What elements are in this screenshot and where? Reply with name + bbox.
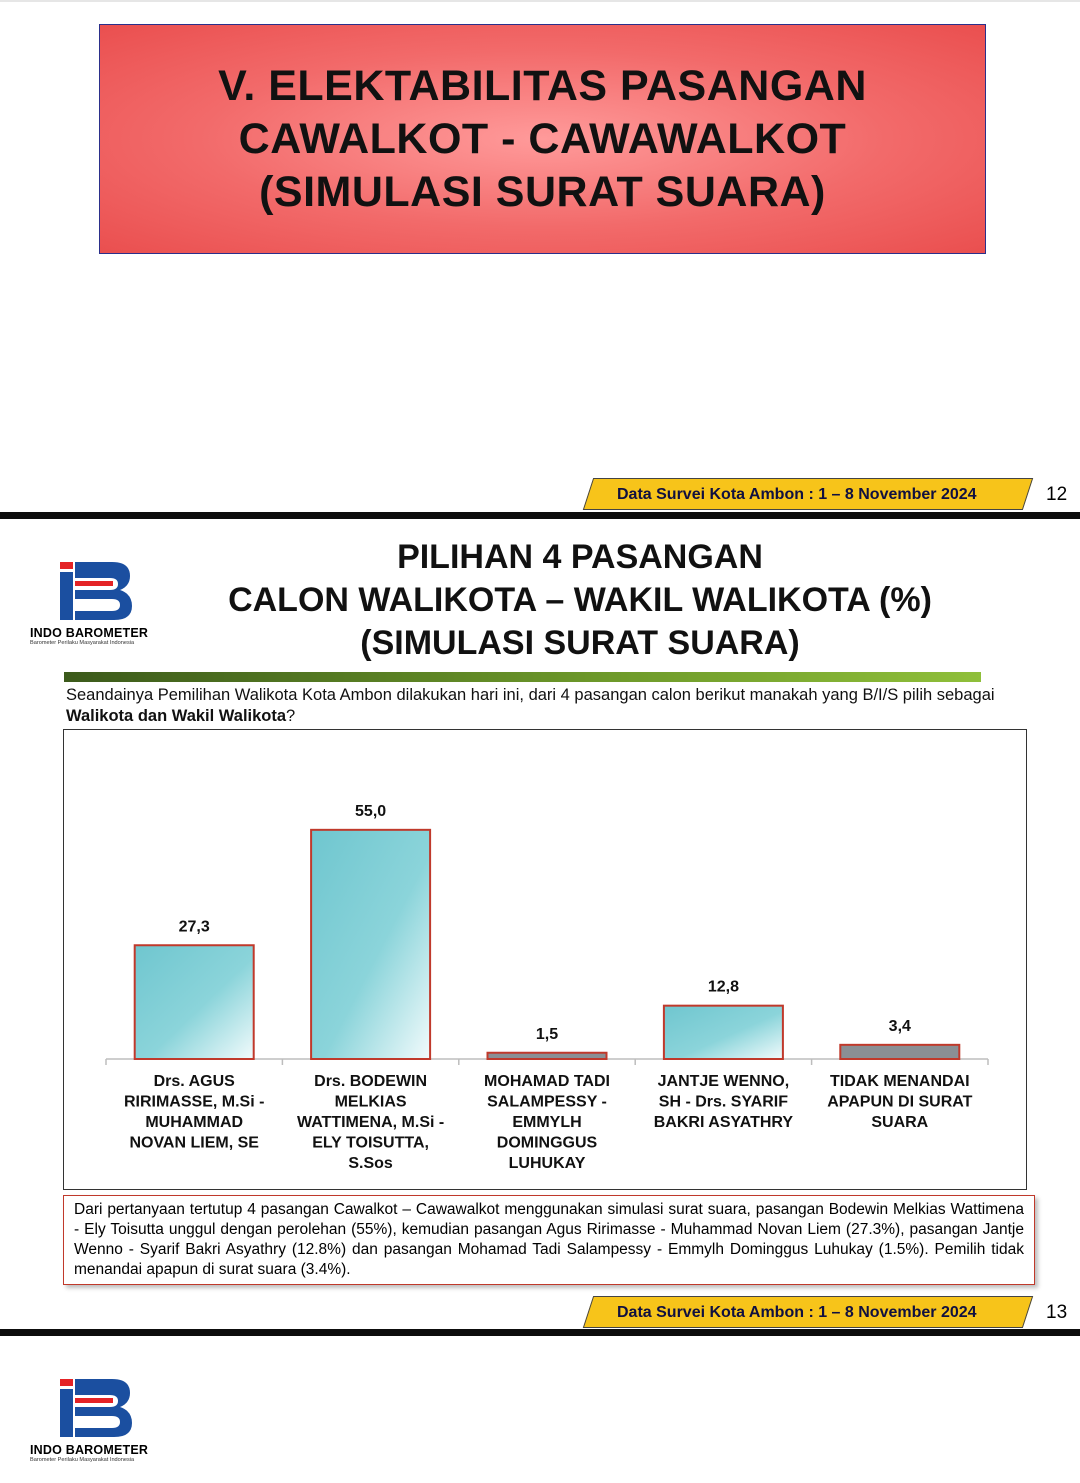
category-label: SUARA xyxy=(871,1114,929,1131)
section-title-box xyxy=(99,24,986,254)
question-text: Seandainya Pemilihan Walikota Kota Ambon dilakukan hari ini, dari 4 pasangan calon berikut manakah yang B/I/S pilih sebagai xyxy=(66,686,995,704)
logo-name: INDO BAROMETER xyxy=(30,626,149,640)
bar-chart xyxy=(64,730,1026,1189)
page-number: 13 xyxy=(1046,1302,1068,1323)
survey-question xyxy=(66,685,1016,727)
data-label: 1,5 xyxy=(535,1025,559,1043)
data-label: 27,3 xyxy=(178,918,210,936)
category-label: NOVAN LIEM, SE xyxy=(129,1134,259,1152)
logo-mark-icon xyxy=(30,560,170,624)
data-label: 55,0 xyxy=(355,802,387,820)
category-label: WATTIMENA, M.Si - xyxy=(296,1114,445,1131)
category-label: ELY TOISUTTA, xyxy=(312,1134,429,1152)
summary-text: Dari pertanyaan tertutup 4 pasangan Cawalkot – Cawawalkot menggunakan simulasi surat suara, pasangan Bodewin Melkias Wattimena - Ely Toisutta unggul dengan perolehan (55%), kemudian pasangan Agus Ririmasse - Muhammad Novan Liem (27.3%), pasangan Jantje Wenno - Syarif Bakri Asyathry (12.8%) dan pasangan Mohamad Tadi Salampessy - Emmylh Dominggus Luhukay (1.5%). Pemilih tidak menandai apapun di surat suara (3.4%). xyxy=(63,1195,1035,1285)
footer-survey-label: Data Survei Kota Ambon : 1 – 8 November 2024 xyxy=(617,486,977,503)
bar xyxy=(135,945,254,1059)
category-label: EMMYLH xyxy=(512,1114,582,1131)
bar xyxy=(488,1053,607,1059)
category-label: MUHAMMAD xyxy=(145,1114,244,1131)
category-label: S.Sos xyxy=(348,1155,393,1172)
bar xyxy=(840,1045,959,1059)
logo-tagline: Barometer Perilaku Masyarakat Indonesia xyxy=(30,1457,135,1463)
question-end: ? xyxy=(286,707,296,725)
category-label: APAPUN DI SURAT xyxy=(827,1093,973,1111)
logo-tagline: Barometer Perilaku Masyarakat Indonesia xyxy=(30,640,135,646)
indo-barometer-logo xyxy=(30,560,170,646)
category-label: TIDAK MENANDAI xyxy=(830,1073,970,1090)
slide-divider xyxy=(0,512,1080,519)
chart-title-line-1: PILIHAN 4 PASANGAN xyxy=(397,538,763,576)
category-label: BAKRI ASYATHRY xyxy=(653,1114,794,1131)
category-label: MOHAMAD TADI xyxy=(484,1073,610,1090)
chart-title-line-2: CALON WALIKOTA – WAKIL WALIKOTA (%) xyxy=(228,581,932,619)
chart-title xyxy=(180,536,980,665)
category-label: SH - Drs. SYARIF xyxy=(658,1093,789,1111)
slide-divider xyxy=(0,1329,1080,1336)
chart-title-line-3: (SIMULASI SURAT SUARA) xyxy=(360,624,800,662)
logo-name: INDO BAROMETER xyxy=(30,1443,149,1457)
category-label: SALAMPESSY - xyxy=(487,1093,607,1111)
section-title-line-3: (SIMULASI SURAT SUARA) xyxy=(259,167,826,216)
data-label: 3,4 xyxy=(888,1017,911,1035)
page-number: 12 xyxy=(1046,484,1068,505)
bar xyxy=(311,830,430,1059)
category-label: RIRIMASSE, M.Si - xyxy=(123,1093,265,1111)
section-title-line-1: V. ELEKTABILITAS PASANGAN xyxy=(218,61,867,110)
indo-barometer-logo xyxy=(30,1377,170,1463)
category-label: Drs. AGUS xyxy=(153,1073,235,1090)
footer-survey-label: Data Survei Kota Ambon : 1 – 8 November 2024 xyxy=(617,1304,977,1321)
category-label: LUHUKAY xyxy=(508,1155,586,1172)
category-label: JANTJE WENNO, xyxy=(657,1073,790,1090)
chart-frame xyxy=(63,729,1027,1190)
bar xyxy=(664,1006,783,1059)
data-label: 12,8 xyxy=(707,978,739,996)
category-label: DOMINGGUS xyxy=(496,1134,598,1152)
logo-mark-icon xyxy=(30,1377,170,1441)
category-label: Drs. BODEWIN xyxy=(314,1073,428,1090)
title-underline-bar xyxy=(64,672,981,682)
top-rule xyxy=(0,0,1080,2)
section-title-line-2: CAWALKOT - CAWAWALKOT xyxy=(238,114,847,163)
question-bold: Walikota dan Wakil Walikota xyxy=(66,707,287,725)
category-label: MELKIAS xyxy=(334,1093,407,1111)
